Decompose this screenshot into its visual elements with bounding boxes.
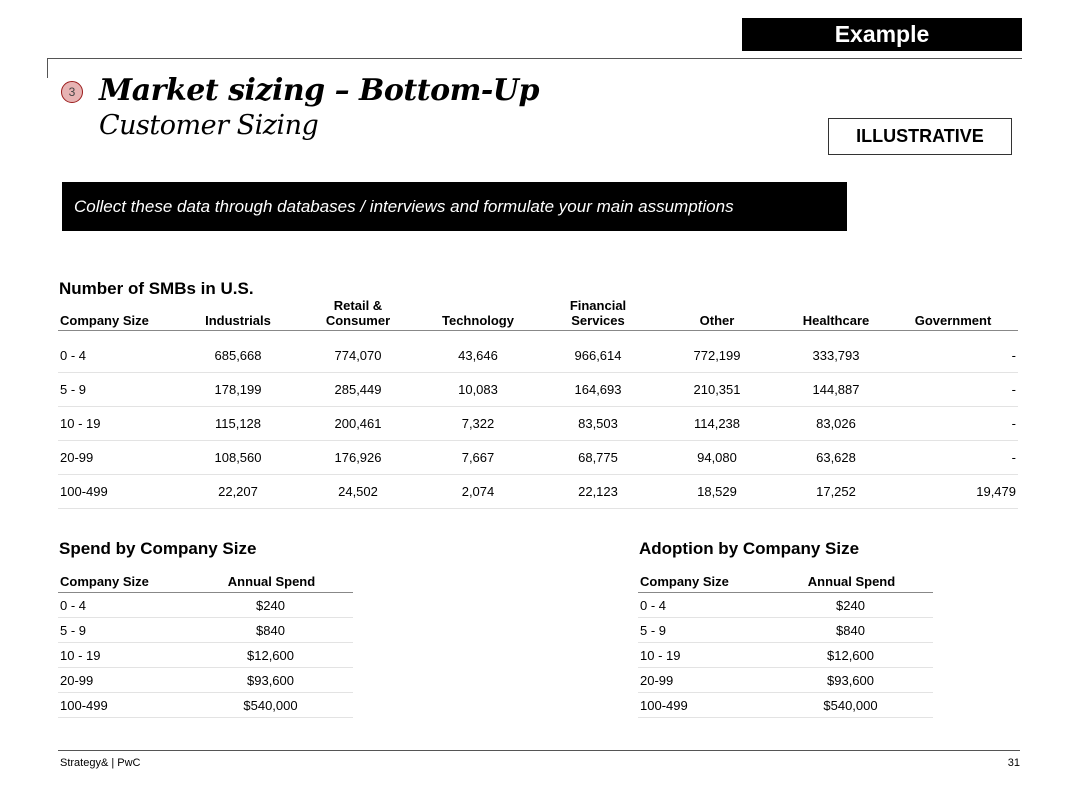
cell-retail: 774,070: [306, 331, 410, 373]
smb-table: [58, 298, 1018, 509]
cell-technology: 2,074: [410, 475, 546, 509]
col-header-company-size: Company Size: [60, 313, 149, 328]
cell-retail: 176,926: [306, 441, 410, 475]
cell-financial: 164,693: [546, 373, 650, 407]
cell-industrials: 178,199: [170, 373, 306, 407]
cell-technology: 43,646: [410, 331, 546, 373]
footer-source: Strategy& | PwC: [60, 757, 141, 769]
col-header-industrials: Industrials: [205, 313, 271, 328]
cell-healthcare: 83,026: [784, 407, 888, 441]
cell-company-size: 5 - 9: [638, 618, 768, 643]
cell-retail: 200,461: [306, 407, 410, 441]
smb-table-title: Number of SMBs in U.S.: [59, 279, 254, 298]
col-header-annual-spend: Annual Spend: [768, 574, 933, 593]
cell-government: -: [888, 407, 1018, 441]
cell-company-size: 100-499: [58, 475, 170, 509]
table-row: [58, 373, 1018, 407]
cell-annual-spend: $12,600: [188, 643, 353, 668]
col-header-technology: Technology: [442, 313, 514, 328]
table-row: [58, 693, 353, 718]
cell-technology: 7,322: [410, 407, 546, 441]
col-header-government: Government: [914, 313, 992, 328]
page-number: 31: [1007, 757, 1020, 769]
cell-government: -: [888, 331, 1018, 373]
cell-annual-spend: $93,600: [188, 668, 353, 693]
cell-annual-spend: $93,600: [768, 668, 933, 693]
adoption-table-header-row: [638, 574, 933, 593]
cell-company-size: 0 - 4: [58, 331, 170, 373]
adoption-table: [638, 574, 933, 718]
spend-table-title: Spend by Company Size: [59, 539, 257, 558]
cell-annual-spend: $540,000: [188, 693, 353, 718]
page-title: Market sizing – Bottom-Up: [99, 73, 539, 108]
instruction-banner: Collect these data through databases / interviews and formulate your main assumptions: [62, 182, 847, 231]
header-divider: [47, 58, 1022, 59]
cell-healthcare: 17,252: [784, 475, 888, 509]
col-header-retail-line2: Consumer: [325, 313, 391, 328]
table-row: [58, 643, 353, 668]
spend-table-header-row: [58, 574, 353, 593]
table-row: [58, 331, 1018, 373]
cell-government: 19,479: [888, 475, 1018, 509]
cell-other: 94,080: [650, 441, 784, 475]
header-divider-tick: [47, 58, 48, 78]
cell-industrials: 108,560: [170, 441, 306, 475]
cell-other: 114,238: [650, 407, 784, 441]
cell-retail: 285,449: [306, 373, 410, 407]
cell-healthcare: 333,793: [784, 331, 888, 373]
cell-technology: 7,667: [410, 441, 546, 475]
col-header-company-size: Company Size: [638, 574, 768, 593]
adoption-table-title: Adoption by Company Size: [639, 539, 860, 558]
cell-healthcare: 63,628: [784, 441, 888, 475]
cell-company-size: 5 - 9: [58, 618, 188, 643]
table-row: [58, 618, 353, 643]
cell-government: -: [888, 373, 1018, 407]
cell-industrials: 22,207: [170, 475, 306, 509]
table-row: [638, 693, 933, 718]
footer-divider: [58, 750, 1020, 751]
cell-annual-spend: $840: [768, 618, 933, 643]
step-number-badge: 3: [61, 81, 83, 103]
spend-table: [58, 574, 353, 718]
cell-industrials: 685,668: [170, 331, 306, 373]
cell-annual-spend: $240: [768, 593, 933, 618]
cell-company-size: 0 - 4: [638, 593, 768, 618]
cell-other: 210,351: [650, 373, 784, 407]
cell-company-size: 10 - 19: [638, 643, 768, 668]
cell-company-size: 20-99: [58, 668, 188, 693]
table-row: [638, 593, 933, 618]
cell-other: 18,529: [650, 475, 784, 509]
table-row: [58, 593, 353, 618]
cell-retail: 24,502: [306, 475, 410, 509]
cell-government: -: [888, 441, 1018, 475]
cell-company-size: 100-499: [638, 693, 768, 718]
cell-company-size: 20-99: [638, 668, 768, 693]
table-row: [58, 407, 1018, 441]
cell-financial: 68,775: [546, 441, 650, 475]
col-header-financial-services: Financial Services: [569, 298, 627, 328]
cell-financial: 22,123: [546, 475, 650, 509]
table-row: [638, 643, 933, 668]
cell-annual-spend: $12,600: [768, 643, 933, 668]
cell-annual-spend: $240: [188, 593, 353, 618]
col-header-annual-spend: Annual Spend: [188, 574, 353, 593]
cell-financial: 966,614: [546, 331, 650, 373]
cell-healthcare: 144,887: [784, 373, 888, 407]
cell-annual-spend: $540,000: [768, 693, 933, 718]
cell-annual-spend: $840: [188, 618, 353, 643]
cell-other: 772,199: [650, 331, 784, 373]
cell-industrials: 115,128: [170, 407, 306, 441]
page-subtitle: Customer Sizing: [99, 110, 319, 141]
cell-company-size: 5 - 9: [58, 373, 170, 407]
table-row: [58, 441, 1018, 475]
col-header-company-size: Company Size: [58, 574, 188, 593]
cell-company-size: 10 - 19: [58, 643, 188, 668]
illustrative-label: ILLUSTRATIVE: [828, 118, 1012, 155]
cell-company-size: 0 - 4: [58, 593, 188, 618]
cell-technology: 10,083: [410, 373, 546, 407]
cell-company-size: 20-99: [58, 441, 170, 475]
table-row: [638, 618, 933, 643]
cell-financial: 83,503: [546, 407, 650, 441]
col-header-healthcare: Healthcare: [802, 313, 870, 328]
col-header-retail-line1: Retail &: [333, 298, 383, 313]
example-tag: Example: [742, 18, 1022, 51]
col-header-other: Other: [699, 313, 735, 328]
cell-company-size: 100-499: [58, 693, 188, 718]
cell-company-size: 10 - 19: [58, 407, 170, 441]
table-row: [58, 668, 353, 693]
col-header-retail-consumer: [306, 298, 410, 331]
smb-table-header-row: [58, 298, 1018, 331]
table-row: [638, 668, 933, 693]
table-row: [58, 475, 1018, 509]
